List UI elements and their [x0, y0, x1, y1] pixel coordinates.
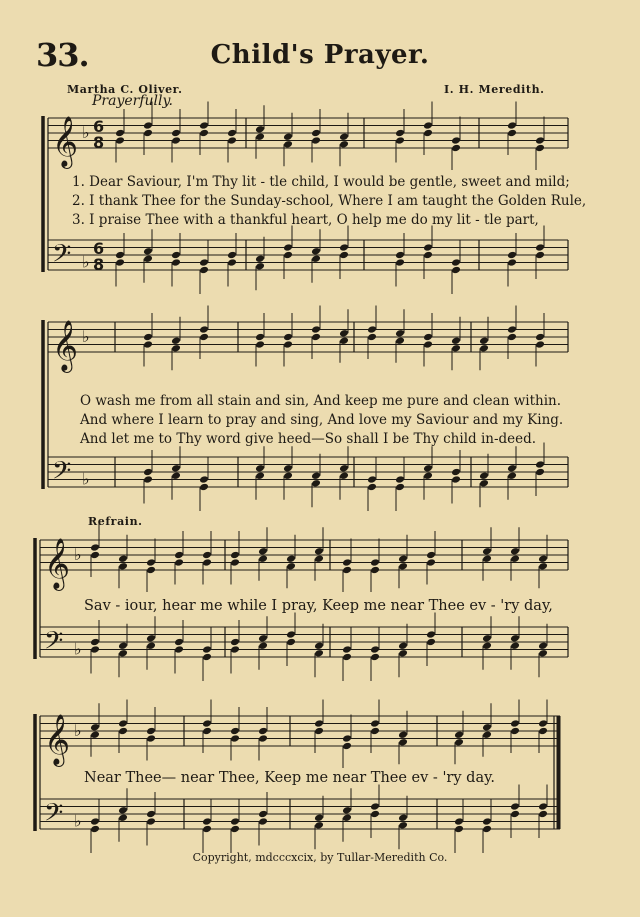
note-head	[451, 258, 461, 267]
note-head	[538, 641, 548, 650]
note-head	[171, 129, 181, 138]
note-head	[90, 645, 100, 654]
note-head	[507, 464, 517, 473]
note-head	[115, 136, 125, 145]
note-head	[255, 262, 265, 271]
note-head	[451, 468, 461, 477]
note-head	[507, 251, 517, 260]
note-head	[423, 129, 433, 138]
music-composer: I. H. Meredith.	[444, 83, 545, 96]
note-head	[510, 802, 520, 811]
note-head	[339, 329, 349, 338]
note-head	[283, 464, 293, 473]
note-head	[451, 136, 461, 145]
treble-clef: 𝄞	[52, 320, 79, 371]
note-head	[314, 719, 324, 728]
note-head	[90, 730, 100, 739]
note-head	[286, 638, 296, 647]
note-head	[311, 247, 321, 256]
note-head	[90, 638, 100, 647]
note-head	[398, 738, 408, 747]
note-head	[171, 136, 181, 145]
note-head	[146, 734, 156, 743]
note-head	[451, 475, 461, 484]
note-head	[482, 825, 492, 834]
time-signature-bottom: 8	[93, 133, 105, 152]
note-head	[174, 558, 184, 567]
note-head	[143, 121, 153, 130]
verse-3-line-2: And let me to Thy word give heed—So shall I be Thy child in-deed.	[80, 431, 537, 447]
note-head	[230, 727, 240, 736]
note-head	[118, 562, 128, 571]
note-head	[115, 258, 125, 267]
note-head	[286, 562, 296, 571]
note-head	[255, 132, 265, 141]
note-head	[535, 468, 545, 477]
note-head	[538, 719, 548, 728]
note-head	[118, 554, 128, 563]
note-head	[146, 641, 156, 650]
note-head	[535, 251, 545, 260]
note-head	[479, 479, 489, 488]
note-head	[143, 247, 153, 256]
note-head	[258, 734, 268, 743]
note-head	[199, 475, 209, 484]
note-head	[311, 333, 321, 342]
note-head	[510, 727, 520, 736]
note-head	[258, 641, 268, 650]
note-head	[90, 723, 100, 732]
flat-sign: ♭	[74, 721, 82, 740]
note-head	[339, 336, 349, 345]
verse-1-line-2: O wash me from all stain and sin, And keep me pure and clean within.	[80, 393, 562, 409]
refrain-line-2: Near Thee— near Thee, Keep me near Thee ev - 'ry day.	[84, 770, 495, 786]
note-head	[311, 136, 321, 145]
note-head	[199, 483, 209, 492]
note-head	[314, 813, 324, 822]
note-head	[454, 730, 464, 739]
note-head	[342, 742, 352, 751]
note-head	[339, 243, 349, 252]
note-head	[143, 254, 153, 263]
time-signature-top: 6	[93, 239, 105, 258]
note-head	[342, 734, 352, 743]
note-head	[510, 547, 520, 556]
note-head	[423, 243, 433, 252]
note-head	[370, 810, 380, 819]
note-head	[146, 558, 156, 567]
note-head	[230, 558, 240, 567]
note-head	[171, 336, 181, 345]
note-head	[370, 645, 380, 654]
note-head	[367, 325, 377, 334]
note-head	[286, 554, 296, 563]
note-head	[202, 558, 212, 567]
note-head	[367, 475, 377, 484]
note-head	[395, 483, 405, 492]
verse-1-line-1: 1. Dear Saviour, I'm Thy lit - tle child, I would be gentle, sweet and mild;	[72, 174, 570, 190]
note-head	[367, 483, 377, 492]
note-head	[538, 810, 548, 819]
note-head	[143, 340, 153, 349]
note-head	[342, 813, 352, 822]
note-head	[227, 258, 237, 267]
note-head	[538, 727, 548, 736]
note-head	[230, 825, 240, 834]
flat-sign: ♭	[82, 123, 90, 142]
note-head	[395, 336, 405, 345]
note-head	[202, 825, 212, 834]
note-head	[199, 121, 209, 130]
note-head	[367, 333, 377, 342]
flat-sign: ♭	[82, 469, 90, 489]
refrain-line-1: Sav - iour, hear me while I pray, Keep me near Thee ev - 'ry day,	[84, 598, 553, 614]
note-head	[286, 630, 296, 639]
note-head	[395, 129, 405, 138]
note-head	[227, 129, 237, 138]
note-head	[199, 333, 209, 342]
note-head	[255, 254, 265, 263]
note-head	[342, 645, 352, 654]
note-head	[426, 558, 436, 567]
note-head	[230, 817, 240, 826]
note-head	[538, 802, 548, 811]
note-head	[535, 333, 545, 342]
note-head	[507, 121, 517, 130]
note-head	[510, 810, 520, 819]
note-head	[143, 333, 153, 342]
treble-clef: 𝄞	[52, 116, 79, 167]
words-author: Martha C. Oliver.	[67, 83, 183, 96]
note-head	[398, 562, 408, 571]
time-signature-top: 6	[93, 117, 105, 136]
note-head	[423, 333, 433, 342]
note-head	[395, 329, 405, 338]
bass-clef: 𝄢	[44, 626, 64, 662]
note-head	[482, 730, 492, 739]
note-head	[174, 638, 184, 647]
note-head	[258, 810, 268, 819]
note-head	[283, 251, 293, 260]
note-head	[454, 817, 464, 826]
note-head	[311, 325, 321, 334]
note-head	[202, 551, 212, 560]
note-head	[171, 251, 181, 260]
treble-clef: 𝄞	[44, 714, 71, 765]
note-head	[283, 471, 293, 480]
note-head	[174, 645, 184, 654]
note-head	[395, 258, 405, 267]
note-head	[482, 641, 492, 650]
note-head	[230, 638, 240, 647]
note-head	[339, 471, 349, 480]
note-head	[370, 558, 380, 567]
note-head	[507, 333, 517, 342]
note-head	[426, 551, 436, 560]
verse-3-line-1: 3. I praise Thee with a thankful heart, O help me do my lit - tle part,	[72, 212, 539, 228]
note-head	[199, 266, 209, 275]
note-head	[339, 132, 349, 141]
note-head	[314, 821, 324, 830]
note-head	[311, 129, 321, 138]
note-head	[118, 727, 128, 736]
note-head	[314, 649, 324, 658]
note-head	[171, 471, 181, 480]
note-head	[479, 344, 489, 353]
flat-sign: ♭	[74, 639, 82, 659]
note-head	[398, 641, 408, 650]
note-head	[482, 817, 492, 826]
note-head	[398, 813, 408, 822]
note-head	[255, 125, 265, 134]
tempo-marking: Prayerfully.	[92, 93, 173, 109]
note-head	[339, 251, 349, 260]
note-head	[507, 258, 517, 267]
note-head	[454, 738, 464, 747]
note-head	[115, 251, 125, 260]
note-head	[507, 129, 517, 138]
note-head	[314, 554, 324, 563]
note-head	[227, 136, 237, 145]
note-head	[255, 333, 265, 342]
note-head	[202, 817, 212, 826]
note-head	[171, 258, 181, 267]
note-head	[255, 340, 265, 349]
refrain-label: Refrain.	[88, 515, 143, 528]
note-head	[258, 547, 268, 556]
note-head	[255, 471, 265, 480]
note-head	[370, 653, 380, 662]
note-head	[342, 806, 352, 815]
note-head	[451, 144, 461, 153]
note-head	[258, 727, 268, 736]
note-head	[202, 727, 212, 736]
note-head	[199, 129, 209, 138]
note-head	[538, 562, 548, 571]
note-head	[283, 333, 293, 342]
note-head	[535, 460, 545, 469]
time-signature-bottom: 8	[93, 255, 105, 274]
note-head	[258, 634, 268, 643]
note-head	[230, 551, 240, 560]
note-head	[451, 344, 461, 353]
note-head	[202, 653, 212, 662]
note-head	[510, 554, 520, 563]
note-head	[227, 251, 237, 260]
note-head	[507, 325, 517, 334]
note-head	[171, 344, 181, 353]
note-head	[146, 727, 156, 736]
bass-clef: 𝄢	[52, 239, 72, 275]
note-head	[314, 727, 324, 736]
note-head	[202, 719, 212, 728]
note-head	[258, 817, 268, 826]
note-head	[423, 464, 433, 473]
note-head	[395, 136, 405, 145]
note-head	[482, 547, 492, 556]
treble-clef: 𝄞	[44, 538, 71, 589]
note-head	[311, 479, 321, 488]
note-head	[370, 727, 380, 736]
note-head	[510, 719, 520, 728]
note-head	[395, 251, 405, 260]
note-head	[451, 336, 461, 345]
note-head	[90, 551, 100, 560]
note-head	[538, 554, 548, 563]
note-head	[255, 464, 265, 473]
note-head	[482, 723, 492, 732]
note-head	[342, 653, 352, 662]
note-head	[510, 641, 520, 650]
verse-2-line-1: 2. I thank Thee for the Sunday-school, Where I am taught the Golden Rule,	[72, 193, 587, 209]
note-head	[199, 258, 209, 267]
note-head	[370, 802, 380, 811]
note-head	[482, 554, 492, 563]
note-head	[482, 634, 492, 643]
note-head	[230, 734, 240, 743]
note-head	[398, 649, 408, 658]
note-head	[202, 645, 212, 654]
hymn-title: Child's Prayer.	[210, 40, 430, 70]
note-head	[426, 638, 436, 647]
note-head	[230, 645, 240, 654]
note-head	[454, 825, 464, 834]
note-head	[451, 266, 461, 275]
note-head	[90, 817, 100, 826]
note-head	[423, 471, 433, 480]
note-head	[90, 825, 100, 834]
note-head	[118, 649, 128, 658]
note-head	[314, 547, 324, 556]
note-head	[283, 243, 293, 252]
note-head	[535, 144, 545, 153]
note-head	[311, 471, 321, 480]
note-head	[370, 566, 380, 575]
note-head	[398, 821, 408, 830]
note-head	[370, 719, 380, 728]
bass-clef: 𝄢	[52, 456, 72, 492]
note-head	[538, 649, 548, 658]
note-head	[258, 554, 268, 563]
note-head	[423, 251, 433, 260]
note-head	[118, 813, 128, 822]
note-head	[174, 551, 184, 560]
note-head	[171, 464, 181, 473]
copyright-notice: Copyright, mdcccxcix, by Tullar-Meredith Co.	[192, 851, 448, 864]
flat-sign: ♭	[82, 252, 90, 272]
note-head	[283, 132, 293, 141]
note-head	[535, 243, 545, 252]
note-head	[535, 136, 545, 145]
note-head	[423, 121, 433, 130]
note-head	[507, 471, 517, 480]
hymn-number: 33.	[36, 36, 89, 74]
note-head	[510, 634, 520, 643]
note-head	[311, 254, 321, 263]
flat-sign: ♭	[74, 811, 82, 831]
note-head	[535, 340, 545, 349]
note-head	[118, 641, 128, 650]
note-head	[143, 468, 153, 477]
note-head	[342, 566, 352, 575]
note-head	[283, 340, 293, 349]
bass-clef: 𝄢	[44, 798, 64, 834]
note-head	[146, 810, 156, 819]
flat-sign: ♭	[74, 545, 82, 564]
note-head	[479, 471, 489, 480]
note-head	[339, 464, 349, 473]
verse-2-line-2: And where I learn to pray and sing, And love my Saviour and my King.	[80, 412, 564, 428]
note-head	[314, 641, 324, 650]
note-head	[199, 325, 209, 334]
note-head	[423, 340, 433, 349]
note-head	[146, 634, 156, 643]
note-head	[118, 806, 128, 815]
note-head	[339, 140, 349, 149]
note-head	[398, 554, 408, 563]
note-head	[146, 566, 156, 575]
note-head	[395, 475, 405, 484]
note-head	[342, 558, 352, 567]
note-head	[115, 129, 125, 138]
note-head	[90, 543, 100, 552]
note-head	[426, 630, 436, 639]
note-head	[283, 140, 293, 149]
note-head	[143, 475, 153, 484]
note-head	[146, 817, 156, 826]
note-head	[479, 336, 489, 345]
note-head	[143, 129, 153, 138]
note-head	[398, 730, 408, 739]
flat-sign: ♭	[82, 327, 90, 346]
note-head	[118, 719, 128, 728]
